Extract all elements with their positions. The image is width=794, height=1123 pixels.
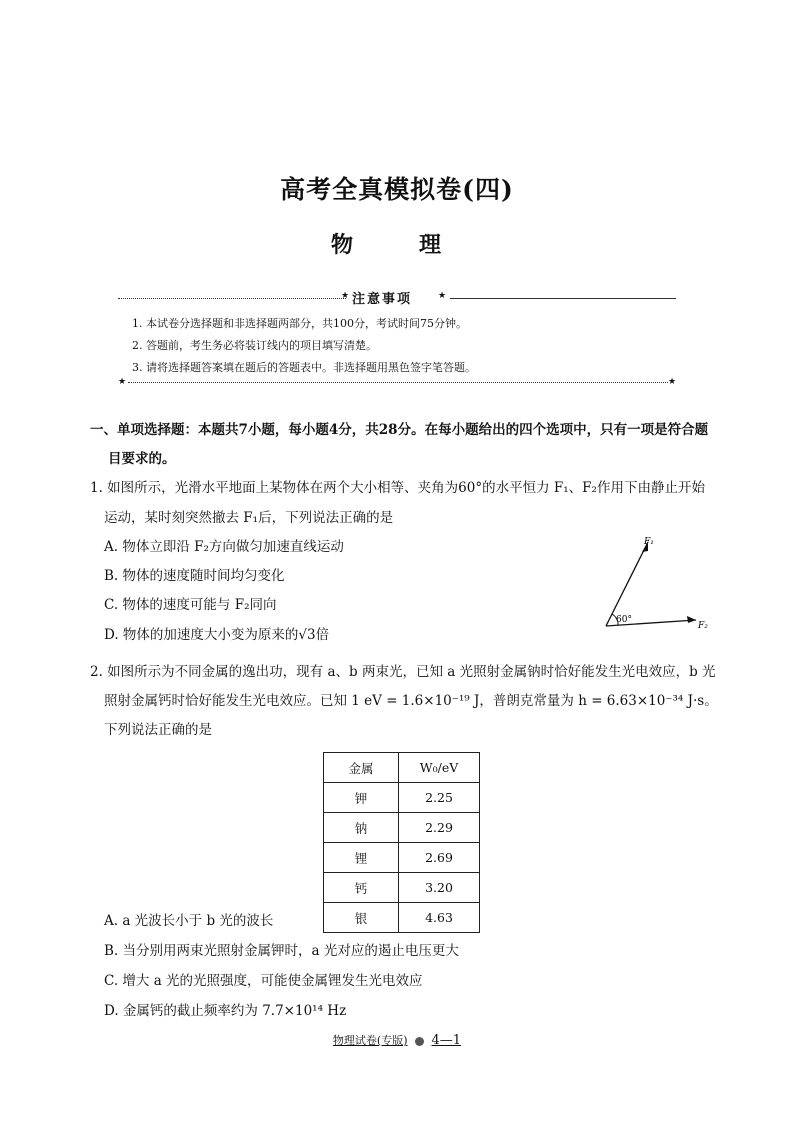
table-cell: 锂 — [324, 843, 399, 873]
table-cell: 3.20 — [399, 873, 480, 903]
star-icon: ★ — [118, 377, 127, 387]
table-header-cell: W₀/eV — [399, 753, 480, 783]
q1-stem-cont: 运动，某时刻突然撤去 F₁后，下列说法正确的是 — [104, 510, 394, 526]
f2-arrowhead — [687, 616, 696, 623]
section-heading-cont: 目要求的。 — [108, 451, 176, 467]
table-cell: 2.69 — [399, 843, 480, 873]
notice-bottom-rule — [128, 382, 668, 383]
table-cell: 钠 — [324, 813, 399, 843]
table-row — [324, 843, 480, 873]
f2-label: F₂ — [698, 621, 708, 631]
q1-option-a: A. 物体立即沿 F₂方向做匀加速直线运动 — [104, 539, 344, 555]
table-row — [324, 783, 480, 813]
q2-option-a: A. a 光波长小于 b 光的波长 — [104, 913, 274, 929]
page-number: 4—1 — [431, 1033, 462, 1048]
q1-stem: 1. 如图所示，光滑水平地面上某物体在两个大小相等、夹角为60°的水平恒力 F₁、F₂作用下由静止开始 — [90, 480, 705, 496]
force-diagram — [598, 532, 716, 634]
table-header-cell: 金属 — [324, 753, 399, 783]
notice-top-rule-right — [450, 298, 676, 299]
notice-item: 1. 本试卷分选择题和非选择题两部分，共100分，考试时间75分钟。 — [132, 317, 467, 330]
q2-stem-cont2: 下列说法正确的是 — [104, 722, 212, 738]
q1-option-b: B. 物体的速度随时间均匀变化 — [104, 568, 285, 584]
q2-option-c: C. 增大 a 光的光照强度，可能使金属锂发生光电效应 — [104, 973, 423, 989]
table-header-row — [324, 753, 480, 783]
star-icon: ★ — [438, 291, 447, 301]
q2-option-b: B. 当分别用两束光照射金属钾时，a 光对应的遏止电压更大 — [104, 943, 459, 959]
table-cell: 钙 — [324, 873, 399, 903]
notice-item: 2. 答题前，考生务必将装订线内的项目填写清楚。 — [132, 339, 377, 352]
table-cell: 4.63 — [399, 903, 480, 933]
notice-item: 3. 请将选择题答案填在题后的答题表中。非选择题用黑色签字笔答题。 — [132, 361, 476, 374]
notice-heading: 注意事项 — [352, 292, 413, 307]
star-icon: ★ — [341, 291, 350, 301]
footer-logo-icon — [415, 1037, 424, 1046]
table-cell: 2.25 — [399, 783, 480, 813]
page-footer — [0, 1032, 794, 1048]
table-row — [324, 903, 480, 933]
table-row — [324, 873, 480, 903]
table-cell: 钾 — [324, 783, 399, 813]
section-heading: 一、单项选择题：本题共7小题，每小题4分，共28分。在每小题给出的四个选项中，只有一项是符合题 — [90, 422, 709, 438]
f1-label: F₁ — [644, 537, 654, 547]
table-cell: 银 — [324, 903, 399, 933]
table-row — [324, 813, 480, 843]
table-cell: 2.29 — [399, 813, 480, 843]
star-icon: ★ — [668, 377, 677, 387]
q2-stem-cont: 照射金属钙时恰好能发生光电效应。已知 1 eV = 1.6×10⁻¹⁹ J，普朗克常量为 h = 6.63×10⁻³⁴ J·s。 — [104, 693, 718, 709]
q1-option-c: C. 物体的速度可能与 F₂同向 — [104, 597, 277, 613]
q1-option-d: D. 物体的加速度大小变为原来的√3倍 — [104, 627, 330, 643]
q2-option-d: D. 金属钙的截止频率约为 7.7×10¹⁴ Hz — [104, 1003, 347, 1019]
work-function-table — [323, 752, 480, 933]
q2-stem: 2. 如图所示为不同金属的逸出功，现有 a、b 两束光，已知 a 光照射金属钠时恰好能发生光电效应，b 光 — [90, 664, 716, 680]
footer-label: 物理试卷(专版) — [332, 1034, 408, 1047]
notice-top-rule-left — [118, 298, 346, 299]
f1-vector — [606, 542, 648, 626]
page-title: 高考全真模拟卷(四) — [280, 175, 514, 204]
subject-title: 物 理 — [330, 232, 463, 258]
angle-label: 60° — [616, 615, 632, 625]
